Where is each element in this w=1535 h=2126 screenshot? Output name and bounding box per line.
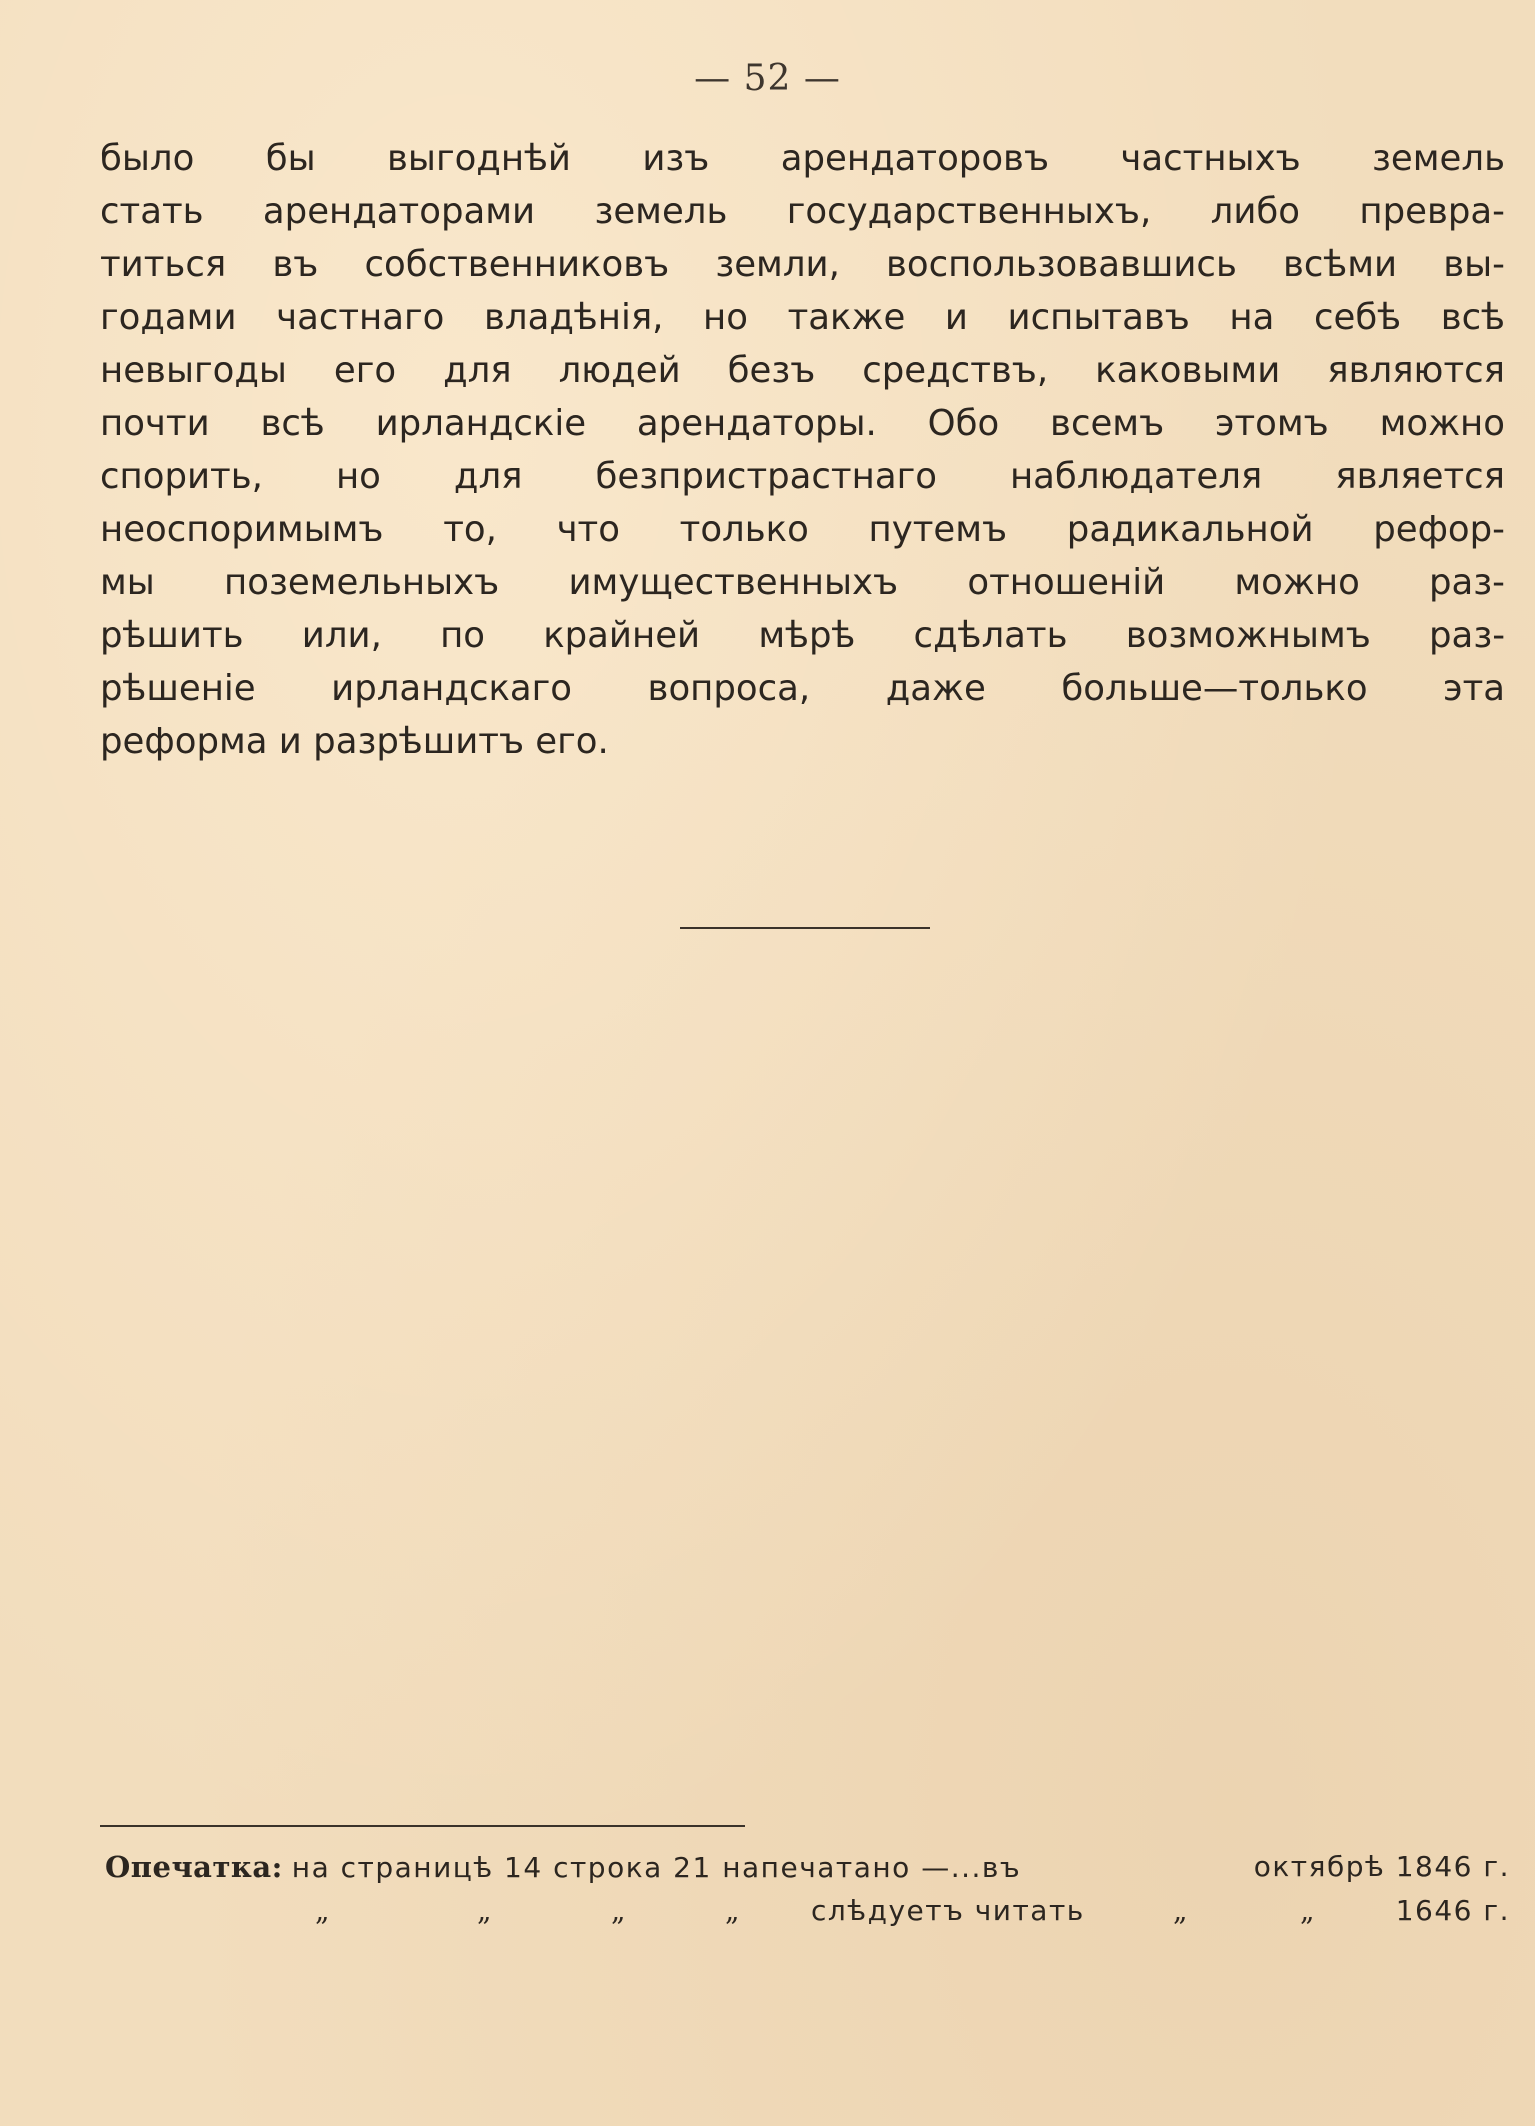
paragraph-line: годами частнаго владѣнія, но также и испытавъ на себѣ всѣ bbox=[100, 297, 1505, 338]
errata-misprint-text: на страницѣ 14 строка 21 напечатано —...въ bbox=[291, 1851, 1022, 1884]
errata-line-misprint bbox=[105, 1850, 1510, 1894]
paragraph-line: спорить, но для безпристрастнаго наблюдателя является bbox=[100, 456, 1505, 497]
ditto-mark: „ bbox=[725, 1894, 740, 1927]
ditto-mark: „ bbox=[1173, 1894, 1188, 1927]
paragraph-line: неоспоримымъ то, что только путемъ радикальной рефор- bbox=[100, 509, 1505, 550]
ditto-mark: „ bbox=[315, 1894, 330, 1927]
paragraph-line: титься въ собственниковъ земли, воспользовавшись всѣми вы- bbox=[100, 244, 1505, 285]
errata-line-correction bbox=[105, 1894, 1510, 1938]
errata-correction-text: слѣдуетъ читать bbox=[811, 1894, 1085, 1927]
page-number: — 52 — bbox=[694, 58, 841, 99]
errata-label: Опечатка: bbox=[105, 1850, 283, 1884]
paragraph-line: было бы выгоднѣй изъ арендаторовъ частныхъ земель bbox=[100, 138, 1505, 179]
ditto-mark: „ bbox=[1300, 1894, 1315, 1927]
paragraph-line: почти всѣ ирландскіе арендаторы. Обо всемъ этомъ можно bbox=[100, 403, 1505, 444]
ditto-mark: „ bbox=[477, 1894, 492, 1927]
errata-block bbox=[105, 1850, 1510, 1938]
footnote-divider bbox=[100, 1825, 745, 1827]
paragraph-line: мы поземельныхъ имущественныхъ отношеній можно раз- bbox=[100, 562, 1505, 603]
section-divider bbox=[680, 927, 930, 929]
paragraph-line: стать арендаторами земель государственныхъ, либо превра- bbox=[100, 191, 1505, 232]
paragraph-line: невыгоды его для людей безъ средствъ, каковыми являются bbox=[100, 350, 1505, 391]
paragraph-line: рѣшеніе ирландскаго вопроса, даже больше—только эта bbox=[100, 668, 1505, 709]
body-paragraph bbox=[100, 132, 1505, 768]
errata-correction-date: 1646 г. bbox=[1395, 1894, 1510, 1927]
paragraph-line: реформа и разрѣшитъ его. bbox=[100, 721, 609, 762]
paragraph-line: рѣшить или, по крайней мѣрѣ сдѣлать возможнымъ раз- bbox=[100, 615, 1505, 656]
errata-misprint-date: октябрѣ 1846 г. bbox=[1253, 1850, 1510, 1883]
ditto-marks-row bbox=[105, 1894, 1510, 1938]
ditto-mark: „ bbox=[611, 1894, 626, 1927]
